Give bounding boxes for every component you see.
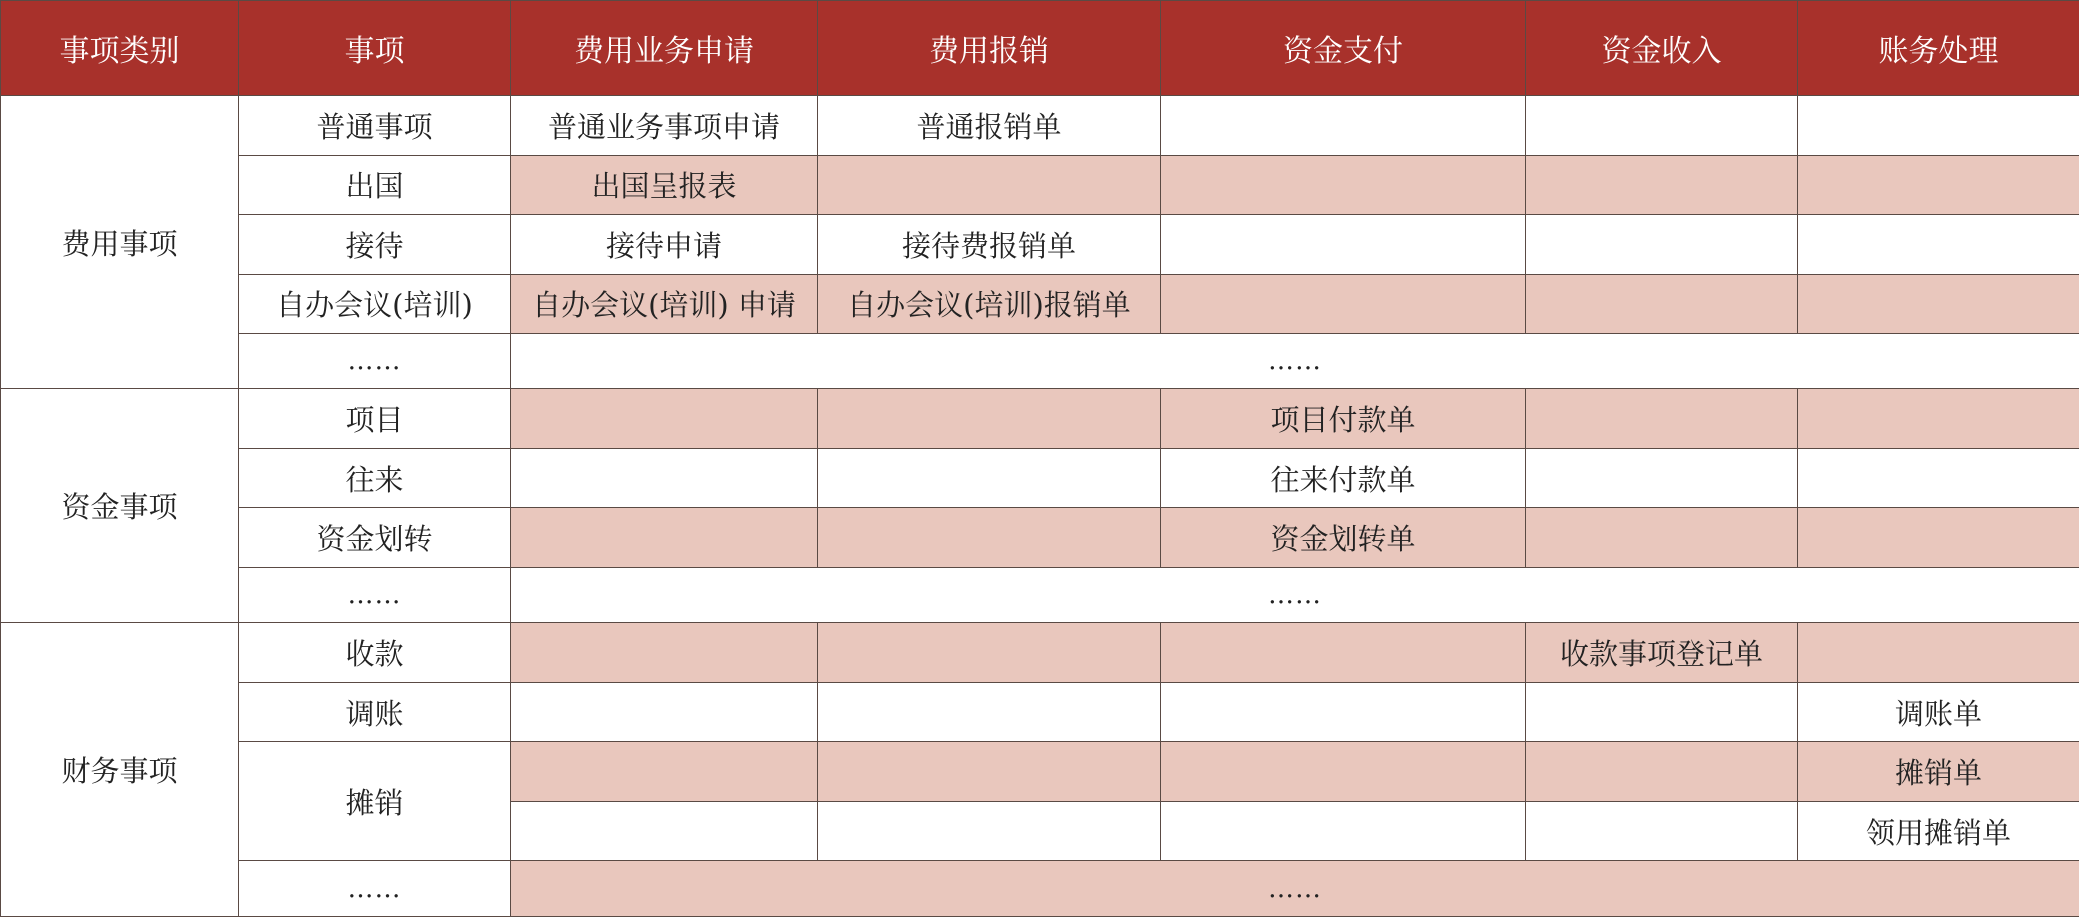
ellipsis-row [1, 567, 2079, 622]
item-ellipsis: …… [239, 861, 511, 917]
reimburse-cell [818, 623, 1161, 683]
ellipsis-row [1, 334, 2079, 389]
reimburse-cell [818, 448, 1161, 508]
pay-cell [1161, 801, 1526, 861]
apply-cell [511, 742, 818, 802]
pay-cell [1161, 682, 1526, 742]
income-cell [1526, 215, 1798, 275]
item-cell: 项目 [239, 389, 511, 449]
content-ellipsis: …… [511, 334, 2079, 389]
table-row [1, 155, 2079, 215]
apply-cell [511, 448, 818, 508]
apply-cell [511, 389, 818, 449]
accounting-cell: 领用摊销单 [1798, 801, 2079, 861]
reimburse-cell [818, 682, 1161, 742]
apply-cell: 出国呈报表 [511, 155, 818, 215]
pay-cell: 项目付款单 [1161, 389, 1526, 449]
item-cell: 出国 [239, 155, 511, 215]
reimburse-cell [818, 389, 1161, 449]
accounting-cell [1798, 448, 2079, 508]
reimburse-cell: 普通报销单 [818, 96, 1161, 156]
income-cell [1526, 682, 1798, 742]
table-row [1, 623, 2079, 683]
income-cell [1526, 742, 1798, 802]
pay-cell [1161, 274, 1526, 334]
income-cell [1526, 274, 1798, 334]
accounting-cell [1798, 96, 2079, 156]
apply-cell: 普通业务事项申请 [511, 96, 818, 156]
table-row [1, 389, 2079, 449]
header-fund-payment: 资金支付 [1161, 1, 1526, 96]
item-cell: 往来 [239, 448, 511, 508]
accounting-cell: 摊销单 [1798, 742, 2079, 802]
table-row [1, 215, 2079, 275]
apply-cell: 自办会议(培训) 申请 [511, 274, 818, 334]
reimburse-cell [818, 155, 1161, 215]
item-cell: 接待 [239, 215, 511, 275]
item-cell: 调账 [239, 682, 511, 742]
reimburse-cell: 接待费报销单 [818, 215, 1161, 275]
accounting-cell [1798, 623, 2079, 683]
reimburse-cell [818, 742, 1161, 802]
category-cell-funds: 资金事项 [1, 389, 239, 623]
item-cell: 自办会议(培训) [239, 274, 511, 334]
header-fund-income: 资金收入 [1526, 1, 1798, 96]
item-ellipsis: …… [239, 334, 511, 389]
apply-cell [511, 682, 818, 742]
table-row [1, 274, 2079, 334]
reimburse-cell [818, 801, 1161, 861]
income-cell [1526, 96, 1798, 156]
category-cell-expense: 费用事项 [1, 96, 239, 389]
reimburse-cell: 自办会议(培训)报销单 [818, 274, 1161, 334]
item-cell: 普通事项 [239, 96, 511, 156]
header-category: 事项类别 [1, 1, 239, 96]
header-item: 事项 [239, 1, 511, 96]
income-cell [1526, 801, 1798, 861]
pay-cell: 往来付款单 [1161, 448, 1526, 508]
item-ellipsis: …… [239, 567, 511, 622]
apply-cell [511, 623, 818, 683]
header-expense-reimburse: 费用报销 [818, 1, 1161, 96]
pay-cell [1161, 623, 1526, 683]
accounting-cell [1798, 274, 2079, 334]
income-cell [1526, 448, 1798, 508]
table-row [1, 508, 2079, 568]
item-cell: 摊销 [239, 742, 511, 861]
header-expense-apply: 费用业务申请 [511, 1, 818, 96]
pay-cell [1161, 96, 1526, 156]
pay-cell: 资金划转单 [1161, 508, 1526, 568]
apply-cell [511, 801, 818, 861]
item-cell: 资金划转 [239, 508, 511, 568]
header-accounting: 账务处理 [1798, 1, 2079, 96]
table-row [1, 742, 2079, 802]
ellipsis-row [1, 861, 2079, 917]
pay-cell [1161, 215, 1526, 275]
table-row [1, 448, 2079, 508]
pay-cell [1161, 742, 1526, 802]
accounting-cell [1798, 215, 2079, 275]
income-cell [1526, 155, 1798, 215]
content-ellipsis: …… [511, 861, 2079, 917]
income-cell [1526, 508, 1798, 568]
accounting-cell [1798, 155, 2079, 215]
item-cell: 收款 [239, 623, 511, 683]
income-cell: 收款事项登记单 [1526, 623, 1798, 683]
income-cell [1526, 389, 1798, 449]
table-row [1, 682, 2079, 742]
header-row [1, 1, 2079, 96]
accounting-cell: 调账单 [1798, 682, 2079, 742]
table-row [1, 96, 2079, 156]
accounting-cell [1798, 508, 2079, 568]
content-ellipsis: …… [511, 567, 2079, 622]
accounting-cell [1798, 389, 2079, 449]
apply-cell: 接待申请 [511, 215, 818, 275]
apply-cell [511, 508, 818, 568]
category-cell-finance: 财务事项 [1, 623, 239, 917]
pay-cell [1161, 155, 1526, 215]
reimburse-cell [818, 508, 1161, 568]
